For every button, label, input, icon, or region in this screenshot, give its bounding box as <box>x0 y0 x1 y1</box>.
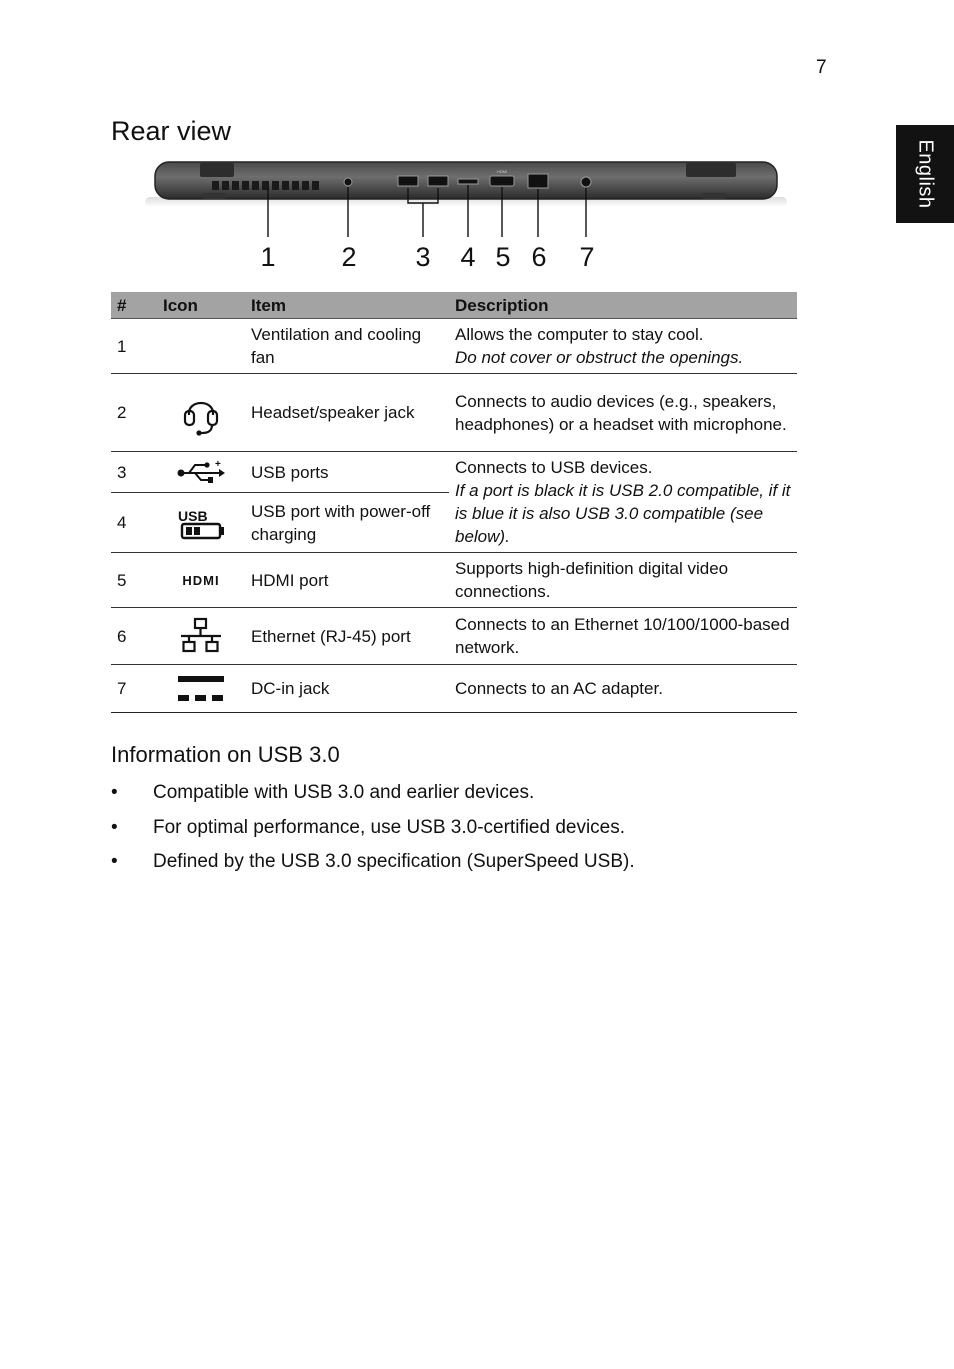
table-row <box>111 665 797 713</box>
section-title: Rear view <box>111 116 232 146</box>
usb-info-title: Information on USB 3.0 <box>111 742 340 767</box>
description-note: Do not cover or obstruct the openings. <box>455 348 744 367</box>
callout-4: 4 <box>460 242 476 272</box>
hdmi-icon <box>157 553 245 608</box>
table-row <box>111 452 797 493</box>
row-description <box>449 319 797 374</box>
language-tab <box>896 125 954 223</box>
bullet-icon: • <box>111 816 118 838</box>
row-item: Ventilation and cooling fan <box>245 319 449 374</box>
row-item: DC-in jack <box>245 665 449 713</box>
description-text: Allows the computer to stay cool. <box>455 325 704 344</box>
svg-text:+: + <box>215 459 221 470</box>
list-item <box>111 849 635 884</box>
header-num: # <box>111 292 157 319</box>
row-item: USB ports <box>245 452 449 493</box>
laptop-rear-view-figure <box>140 155 800 280</box>
row-description: Connects to an Ethernet 10/100/1000-based network. <box>449 608 797 665</box>
usb-icon <box>157 452 245 493</box>
header-item: Item <box>245 292 449 319</box>
usb-info-list <box>111 780 635 884</box>
table-row <box>111 553 797 608</box>
row-num: 1 <box>111 319 157 374</box>
row-description <box>449 452 797 553</box>
callout-1: 1 <box>260 242 276 272</box>
row-description: Connects to an AC adapter. <box>449 665 797 713</box>
ventilation-grille <box>212 181 319 190</box>
ports-table <box>111 292 797 713</box>
headset-icon <box>157 374 245 452</box>
callout-3: 3 <box>415 242 431 272</box>
row-num: 7 <box>111 665 157 713</box>
row-num: 2 <box>111 374 157 452</box>
callout-5: 5 <box>495 242 511 272</box>
usb-charging-icon <box>157 493 245 553</box>
language-tab-label: English <box>914 139 937 209</box>
list-item <box>111 780 635 815</box>
list-item-text: Defined by the USB 3.0 specification (SuperSpeed USB). <box>153 851 635 872</box>
description-note: If a port is black it is USB 2.0 compatible, if it is blue it is also USB 3.0 compatible (see below). <box>455 481 791 546</box>
hdmi-icon-label: HDMI <box>182 573 220 587</box>
table-row <box>111 319 797 374</box>
list-item-text: Compatible with USB 3.0 and earlier devices. <box>153 782 535 803</box>
callout-numbers <box>260 242 594 272</box>
row-item: USB port with power-off charging <box>245 493 449 553</box>
page-number: 7 <box>816 57 827 78</box>
row-description: Supports high-definition digital video connections. <box>449 553 797 608</box>
row-num: 4 <box>111 493 157 553</box>
row-num: 6 <box>111 608 157 665</box>
bullet-icon: • <box>111 782 118 803</box>
dc-in-icon <box>157 665 245 713</box>
table-row <box>111 608 797 665</box>
header-icon: Icon <box>157 292 245 319</box>
bullet-icon: • <box>111 851 118 872</box>
list-item-text: For optimal performance, use USB 3.0-certified devices. <box>153 816 626 838</box>
description-text: Connects to USB devices. <box>455 458 653 477</box>
row-num: 3 <box>111 452 157 493</box>
row-description: Connects to audio devices (e.g., speakers, headphones) or a headset with microphone. <box>449 374 797 452</box>
row-item: Ethernet (RJ-45) port <box>245 608 449 665</box>
callout-7: 7 <box>579 242 595 272</box>
callout-2: 2 <box>341 242 357 272</box>
ethernet-icon <box>157 608 245 665</box>
row-icon-empty <box>157 319 245 374</box>
usb-charging-icon-label: USB <box>178 507 208 524</box>
table-row <box>111 374 797 452</box>
hdmi-port-mark: HDMI <box>496 169 508 174</box>
row-num: 5 <box>111 553 157 608</box>
table-header-row <box>111 292 797 319</box>
row-item: Headset/speaker jack <box>245 374 449 452</box>
header-description: Description <box>449 292 797 319</box>
row-item: HDMI port <box>245 553 449 608</box>
list-item <box>111 815 635 850</box>
callout-6: 6 <box>531 242 547 272</box>
